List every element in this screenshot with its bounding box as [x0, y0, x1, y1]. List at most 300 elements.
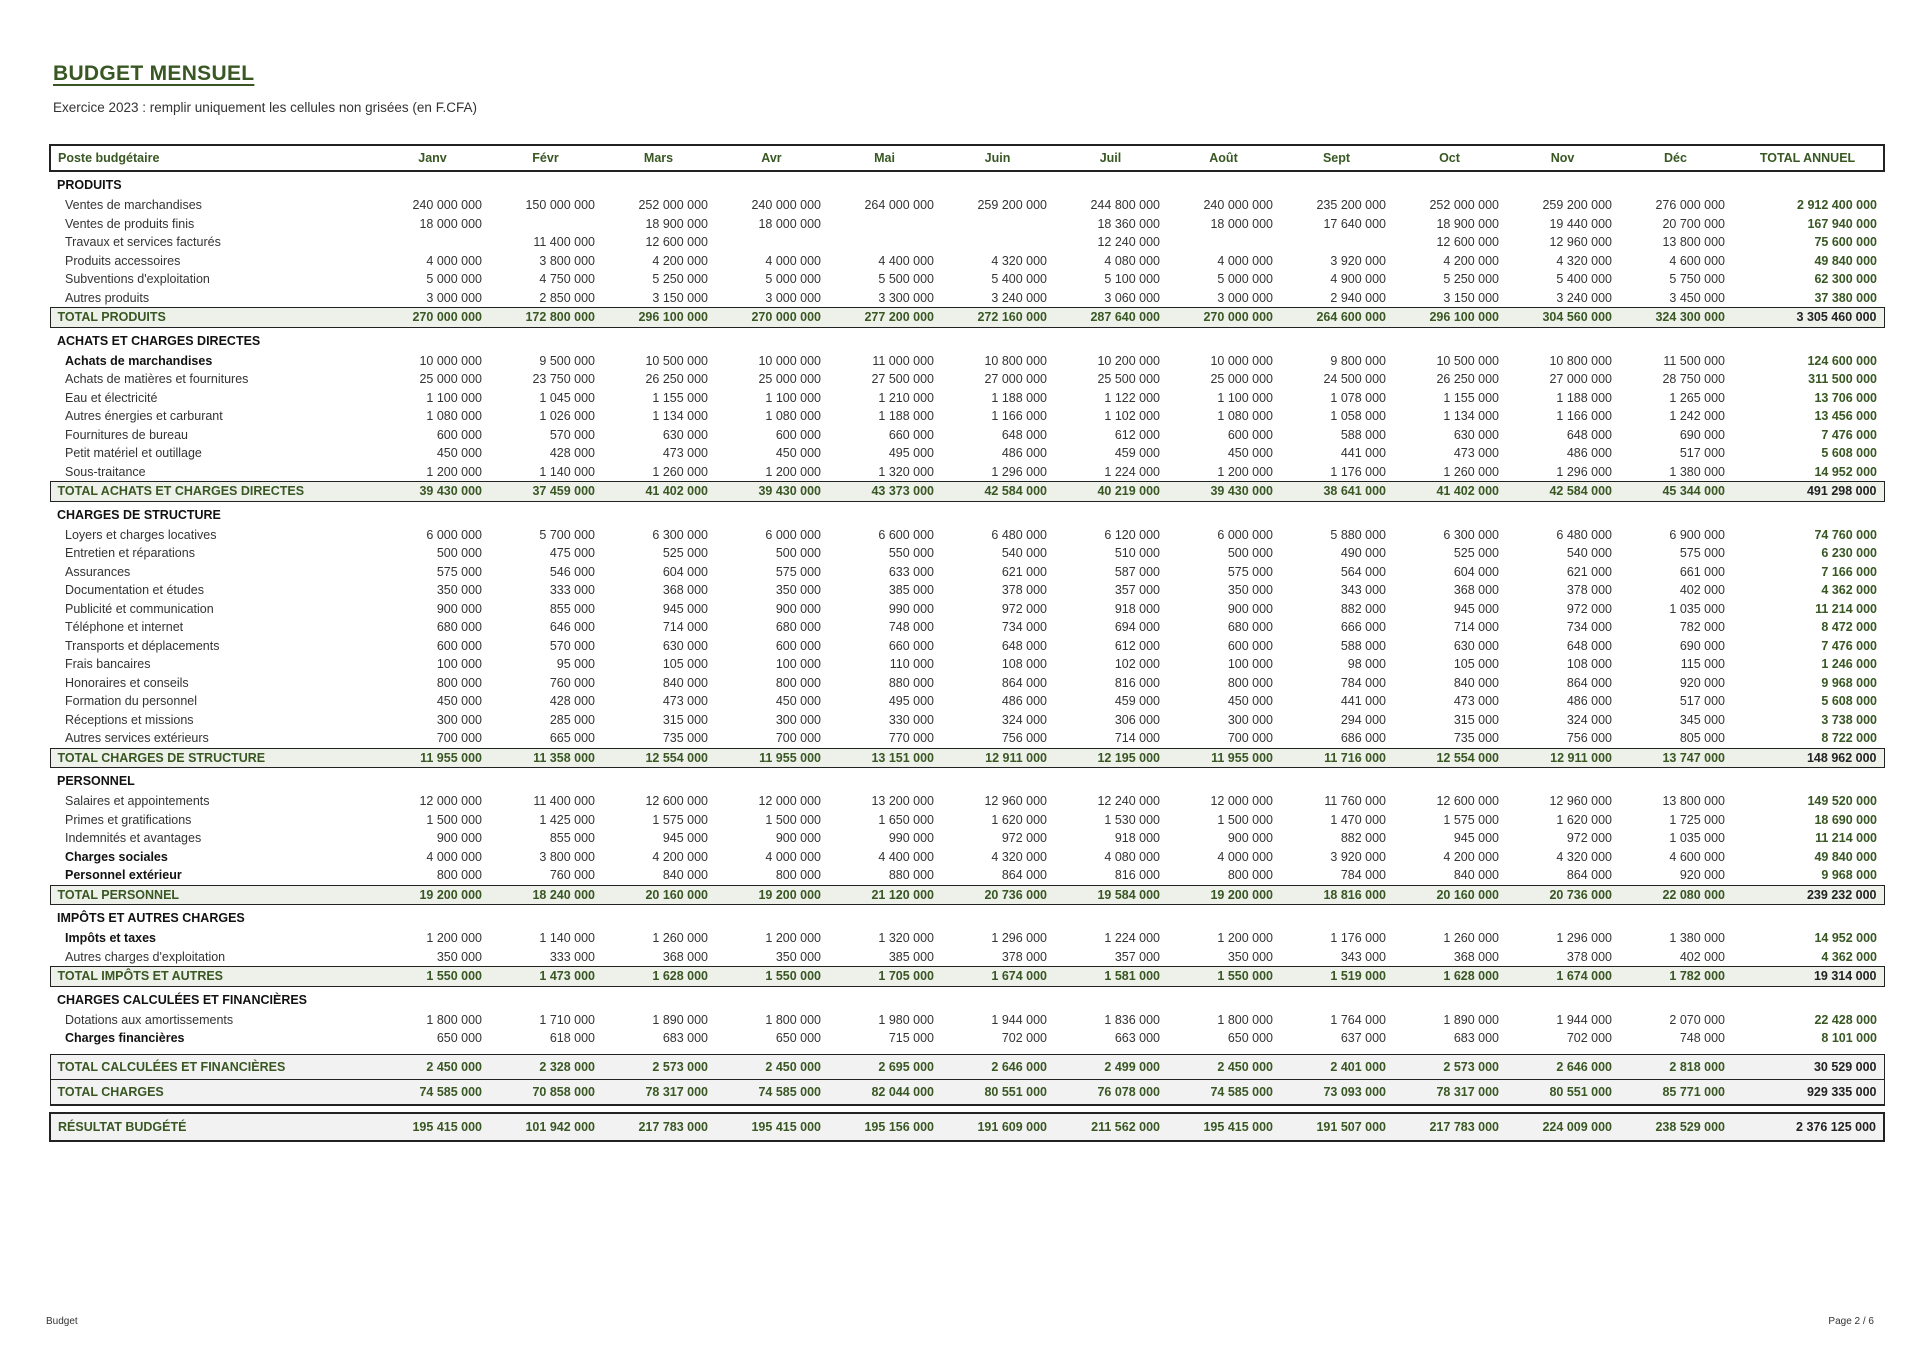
- month-value-cell[interactable]: 28 750 000: [1662, 372, 1725, 387]
- month-value-cell[interactable]: 100 000: [1227, 657, 1273, 672]
- month-value-cell[interactable]: 4 320 000: [991, 849, 1047, 864]
- month-value-cell[interactable]: 450 000: [436, 446, 482, 461]
- month-value-cell[interactable]: 10 000 000: [758, 353, 821, 368]
- month-value-cell[interactable]: 1 122 000: [1104, 390, 1160, 405]
- month-value-cell[interactable]: 630 000: [1453, 427, 1499, 442]
- month-value-cell[interactable]: 1 260 000: [1443, 931, 1499, 946]
- month-value-cell[interactable]: 10 000 000: [1210, 353, 1273, 368]
- month-value-cell[interactable]: 6 300 000: [1443, 527, 1499, 542]
- month-value-cell[interactable]: 540 000: [1566, 546, 1612, 561]
- month-value-cell[interactable]: 18 900 000: [1436, 216, 1499, 231]
- month-value-cell[interactable]: 1 380 000: [1669, 931, 1725, 946]
- month-value-cell[interactable]: 800 000: [775, 868, 821, 883]
- month-value-cell[interactable]: 115 000: [1680, 657, 1725, 672]
- month-value-cell[interactable]: 1 176 000: [1330, 931, 1386, 946]
- month-value-cell[interactable]: 428 000: [549, 446, 595, 461]
- month-value-cell[interactable]: 735 000: [662, 731, 708, 746]
- month-value-cell[interactable]: 259 200 000: [977, 198, 1047, 213]
- month-value-cell[interactable]: 683 000: [662, 1031, 708, 1046]
- month-value-cell[interactable]: 1 260 000: [1443, 464, 1499, 479]
- month-value-cell[interactable]: 618 000: [549, 1031, 595, 1046]
- month-value-cell[interactable]: 108 000: [1001, 657, 1047, 672]
- month-value-cell[interactable]: 1 188 000: [1556, 390, 1612, 405]
- month-value-cell[interactable]: 13 800 000: [1662, 235, 1725, 250]
- month-value-cell[interactable]: 6 300 000: [652, 527, 708, 542]
- month-value-cell[interactable]: 350 000: [1227, 583, 1273, 598]
- month-value-cell[interactable]: 1 500 000: [765, 812, 821, 827]
- month-value-cell[interactable]: 1 764 000: [1330, 1012, 1386, 1027]
- month-value-cell[interactable]: 11 400 000: [533, 235, 595, 250]
- month-value-cell[interactable]: 18 900 000: [645, 216, 708, 231]
- month-value-cell[interactable]: 324 000: [1566, 712, 1612, 727]
- month-value-cell[interactable]: 350 000: [775, 949, 821, 964]
- month-value-cell[interactable]: 315 000: [662, 712, 708, 727]
- month-value-cell[interactable]: 1 080 000: [426, 409, 482, 424]
- month-value-cell[interactable]: 4 000 000: [1217, 253, 1273, 268]
- month-value-cell[interactable]: 1 058 000: [1330, 409, 1386, 424]
- month-value-cell[interactable]: 525 000: [1453, 546, 1499, 561]
- month-value-cell[interactable]: 378 000: [1566, 949, 1612, 964]
- month-value-cell[interactable]: 5 700 000: [539, 527, 595, 542]
- month-value-cell[interactable]: 756 000: [1001, 731, 1047, 746]
- month-value-cell[interactable]: 1 166 000: [1556, 409, 1612, 424]
- month-value-cell[interactable]: 600 000: [436, 427, 482, 442]
- month-value-cell[interactable]: 3 920 000: [1330, 253, 1386, 268]
- month-value-cell[interactable]: 4 600 000: [1669, 849, 1725, 864]
- month-value-cell[interactable]: 648 000: [1001, 427, 1047, 442]
- month-value-cell[interactable]: 5 250 000: [1443, 272, 1499, 287]
- month-value-cell[interactable]: [1280, 233, 1393, 252]
- month-value-cell[interactable]: 486 000: [1001, 446, 1047, 461]
- month-value-cell[interactable]: 1 200 000: [426, 931, 482, 946]
- month-value-cell[interactable]: 630 000: [662, 427, 708, 442]
- month-value-cell[interactable]: 441 000: [1340, 446, 1386, 461]
- month-value-cell[interactable]: 450 000: [1227, 694, 1273, 709]
- month-value-cell[interactable]: 1 890 000: [1443, 1012, 1499, 1027]
- month-value-cell[interactable]: 945 000: [1453, 601, 1499, 616]
- month-value-cell[interactable]: 1 296 000: [991, 931, 1047, 946]
- month-value-cell[interactable]: 510 000: [1114, 546, 1160, 561]
- month-value-cell[interactable]: 12 960 000: [1549, 235, 1612, 250]
- month-value-cell[interactable]: 300 000: [1227, 712, 1273, 727]
- month-value-cell[interactable]: 4 400 000: [878, 253, 934, 268]
- month-value-cell[interactable]: 1 650 000: [878, 812, 934, 827]
- month-value-cell[interactable]: 588 000: [1340, 427, 1386, 442]
- month-value-cell[interactable]: 700 000: [775, 731, 821, 746]
- month-value-cell[interactable]: 900 000: [775, 831, 821, 846]
- month-value-cell[interactable]: 1 140 000: [539, 931, 595, 946]
- month-value-cell[interactable]: 378 000: [1566, 583, 1612, 598]
- month-value-cell[interactable]: 690 000: [1679, 427, 1725, 442]
- month-value-cell[interactable]: [828, 233, 941, 252]
- month-value-cell[interactable]: 5 400 000: [1556, 272, 1612, 287]
- month-value-cell[interactable]: 264 000 000: [864, 198, 934, 213]
- month-value-cell[interactable]: 357 000: [1114, 949, 1160, 964]
- month-value-cell[interactable]: 1 045 000: [539, 390, 595, 405]
- month-value-cell[interactable]: 900 000: [436, 601, 482, 616]
- month-value-cell[interactable]: 5 250 000: [652, 272, 708, 287]
- month-value-cell[interactable]: 333 000: [549, 949, 595, 964]
- month-value-cell[interactable]: 784 000: [1340, 675, 1386, 690]
- month-value-cell[interactable]: 1 035 000: [1669, 601, 1725, 616]
- month-value-cell[interactable]: 345 000: [1679, 712, 1725, 727]
- month-value-cell[interactable]: 1 210 000: [878, 390, 934, 405]
- month-value-cell[interactable]: 702 000: [1001, 1031, 1047, 1046]
- month-value-cell[interactable]: 402 000: [1679, 583, 1725, 598]
- month-value-cell[interactable]: 945 000: [1453, 831, 1499, 846]
- month-value-cell[interactable]: 1 155 000: [1443, 390, 1499, 405]
- month-value-cell[interactable]: 378 000: [1001, 583, 1047, 598]
- month-value-cell[interactable]: 1 296 000: [1556, 464, 1612, 479]
- month-value-cell[interactable]: 428 000: [549, 694, 595, 709]
- month-value-cell[interactable]: 621 000: [1566, 564, 1612, 579]
- month-value-cell[interactable]: 646 000: [549, 620, 595, 635]
- month-value-cell[interactable]: 459 000: [1114, 446, 1160, 461]
- month-value-cell[interactable]: 550 000: [888, 546, 934, 561]
- month-value-cell[interactable]: 1 836 000: [1104, 1012, 1160, 1027]
- month-value-cell[interactable]: 4 000 000: [1217, 849, 1273, 864]
- month-value-cell[interactable]: 882 000: [1340, 831, 1386, 846]
- month-value-cell[interactable]: 784 000: [1340, 868, 1386, 883]
- month-value-cell[interactable]: 972 000: [1001, 601, 1047, 616]
- month-value-cell[interactable]: 621 000: [1001, 564, 1047, 579]
- month-value-cell[interactable]: 3 800 000: [539, 849, 595, 864]
- month-value-cell[interactable]: 18 000 000: [419, 216, 482, 231]
- month-value-cell[interactable]: 650 000: [1227, 1031, 1273, 1046]
- month-value-cell[interactable]: 11 500 000: [1663, 353, 1725, 368]
- month-value-cell[interactable]: 315 000: [1453, 712, 1499, 727]
- month-value-cell[interactable]: 920 000: [1679, 675, 1725, 690]
- month-value-cell[interactable]: 240 000 000: [412, 198, 482, 213]
- month-value-cell[interactable]: 6 900 000: [1669, 527, 1725, 542]
- month-value-cell[interactable]: 486 000: [1566, 694, 1612, 709]
- month-value-cell[interactable]: 150 000 000: [525, 198, 595, 213]
- month-value-cell[interactable]: 4 080 000: [1104, 849, 1160, 864]
- month-value-cell[interactable]: [376, 233, 489, 252]
- month-value-cell[interactable]: 3 150 000: [652, 290, 708, 305]
- month-value-cell[interactable]: 9 800 000: [1330, 353, 1386, 368]
- month-value-cell[interactable]: 1 260 000: [652, 464, 708, 479]
- month-value-cell[interactable]: 686 000: [1340, 731, 1386, 746]
- month-value-cell[interactable]: 102 000: [1114, 657, 1160, 672]
- month-value-cell[interactable]: 900 000: [775, 601, 821, 616]
- month-value-cell[interactable]: 3 300 000: [878, 290, 934, 305]
- month-value-cell[interactable]: 604 000: [1453, 564, 1499, 579]
- month-value-cell[interactable]: 12 240 000: [1097, 235, 1160, 250]
- month-value-cell[interactable]: 25 500 000: [1097, 372, 1160, 387]
- month-value-cell[interactable]: [715, 233, 828, 252]
- month-value-cell[interactable]: 800 000: [1227, 868, 1273, 883]
- month-value-cell[interactable]: 12 000 000: [758, 794, 821, 809]
- month-value-cell[interactable]: 1 800 000: [765, 1012, 821, 1027]
- month-value-cell[interactable]: 680 000: [436, 620, 482, 635]
- month-value-cell[interactable]: 3 240 000: [991, 290, 1047, 305]
- month-value-cell[interactable]: 600 000: [1227, 638, 1273, 653]
- month-value-cell[interactable]: [1167, 233, 1280, 252]
- month-value-cell[interactable]: 1 100 000: [1217, 390, 1273, 405]
- month-value-cell[interactable]: 368 000: [1453, 583, 1499, 598]
- month-value-cell[interactable]: 486 000: [1566, 446, 1612, 461]
- month-value-cell[interactable]: 6 000 000: [765, 527, 821, 542]
- month-value-cell[interactable]: 588 000: [1340, 638, 1386, 653]
- month-value-cell[interactable]: 25 000 000: [1210, 372, 1273, 387]
- month-value-cell[interactable]: 782 000: [1679, 620, 1725, 635]
- month-value-cell[interactable]: 12 000 000: [419, 794, 482, 809]
- month-value-cell[interactable]: 368 000: [1453, 949, 1499, 964]
- month-value-cell[interactable]: 3 060 000: [1104, 290, 1160, 305]
- month-value-cell[interactable]: 333 000: [549, 583, 595, 598]
- month-value-cell[interactable]: 546 000: [549, 564, 595, 579]
- month-value-cell[interactable]: 715 000: [888, 1031, 934, 1046]
- month-value-cell[interactable]: 880 000: [888, 675, 934, 690]
- month-value-cell[interactable]: 4 200 000: [1443, 253, 1499, 268]
- month-value-cell[interactable]: 10 500 000: [1436, 353, 1499, 368]
- month-value-cell[interactable]: 12 000 000: [1210, 794, 1273, 809]
- month-value-cell[interactable]: 5 100 000: [1104, 272, 1160, 287]
- month-value-cell[interactable]: 13 200 000: [871, 794, 934, 809]
- month-value-cell[interactable]: 450 000: [775, 694, 821, 709]
- month-value-cell[interactable]: 683 000: [1453, 1031, 1499, 1046]
- month-value-cell[interactable]: 385 000: [888, 949, 934, 964]
- month-value-cell[interactable]: 12 960 000: [984, 794, 1047, 809]
- month-value-cell[interactable]: 4 200 000: [1443, 849, 1499, 864]
- month-value-cell[interactable]: 840 000: [1453, 675, 1499, 690]
- month-value-cell[interactable]: 3 450 000: [1669, 290, 1725, 305]
- month-value-cell[interactable]: 4 000 000: [765, 849, 821, 864]
- month-value-cell[interactable]: 1 470 000: [1330, 812, 1386, 827]
- month-value-cell[interactable]: 1 380 000: [1669, 464, 1725, 479]
- month-value-cell[interactable]: 13 800 000: [1662, 794, 1725, 809]
- month-value-cell[interactable]: 920 000: [1679, 868, 1725, 883]
- month-value-cell[interactable]: 690 000: [1679, 638, 1725, 653]
- month-value-cell[interactable]: 3 150 000: [1443, 290, 1499, 305]
- month-value-cell[interactable]: 604 000: [662, 564, 708, 579]
- month-value-cell[interactable]: 1 134 000: [652, 409, 708, 424]
- month-value-cell[interactable]: 10 000 000: [419, 353, 482, 368]
- month-value-cell[interactable]: 5 750 000: [1669, 272, 1725, 287]
- month-value-cell[interactable]: 648 000: [1001, 638, 1047, 653]
- month-value-cell[interactable]: 575 000: [1679, 546, 1725, 561]
- month-value-cell[interactable]: 1 800 000: [426, 1012, 482, 1027]
- month-value-cell[interactable]: 918 000: [1114, 831, 1160, 846]
- month-value-cell[interactable]: 540 000: [1001, 546, 1047, 561]
- month-value-cell[interactable]: 770 000: [888, 731, 934, 746]
- month-value-cell[interactable]: 600 000: [775, 638, 821, 653]
- month-value-cell[interactable]: 6 000 000: [426, 527, 482, 542]
- month-value-cell[interactable]: 5 000 000: [426, 272, 482, 287]
- month-value-cell[interactable]: 1 944 000: [991, 1012, 1047, 1027]
- month-value-cell[interactable]: 25 000 000: [419, 372, 482, 387]
- month-value-cell[interactable]: 12 960 000: [1549, 794, 1612, 809]
- month-value-cell[interactable]: 10 200 000: [1097, 353, 1160, 368]
- month-value-cell[interactable]: 294 000: [1340, 712, 1386, 727]
- month-value-cell[interactable]: 240 000 000: [751, 198, 821, 213]
- month-value-cell[interactable]: 6 120 000: [1104, 527, 1160, 542]
- month-value-cell[interactable]: 441 000: [1340, 694, 1386, 709]
- month-value-cell[interactable]: 945 000: [662, 601, 708, 616]
- month-value-cell[interactable]: 665 000: [549, 731, 595, 746]
- month-value-cell[interactable]: 575 000: [1227, 564, 1273, 579]
- month-value-cell[interactable]: 5 880 000: [1330, 527, 1386, 542]
- month-value-cell[interactable]: 800 000: [436, 675, 482, 690]
- month-value-cell[interactable]: 972 000: [1001, 831, 1047, 846]
- month-value-cell[interactable]: 9 500 000: [539, 353, 595, 368]
- month-value-cell[interactable]: 840 000: [662, 868, 708, 883]
- month-value-cell[interactable]: 4 320 000: [1556, 253, 1612, 268]
- month-value-cell[interactable]: 1 500 000: [426, 812, 482, 827]
- month-value-cell[interactable]: 350 000: [1227, 949, 1273, 964]
- month-value-cell[interactable]: 12 600 000: [645, 794, 708, 809]
- month-value-cell[interactable]: 630 000: [1453, 638, 1499, 653]
- month-value-cell[interactable]: 2 940 000: [1330, 290, 1386, 305]
- month-value-cell[interactable]: 650 000: [436, 1031, 482, 1046]
- month-value-cell[interactable]: 816 000: [1114, 675, 1160, 690]
- month-value-cell[interactable]: 500 000: [1227, 546, 1273, 561]
- month-value-cell[interactable]: 600 000: [436, 638, 482, 653]
- month-value-cell[interactable]: 1 078 000: [1330, 390, 1386, 405]
- month-value-cell[interactable]: 760 000: [549, 675, 595, 690]
- month-value-cell[interactable]: 663 000: [1114, 1031, 1160, 1046]
- month-value-cell[interactable]: 18 000 000: [758, 216, 821, 231]
- month-value-cell[interactable]: 661 000: [1679, 564, 1725, 579]
- month-value-cell[interactable]: 11 000 000: [872, 353, 934, 368]
- month-value-cell[interactable]: 800 000: [436, 868, 482, 883]
- month-value-cell[interactable]: 95 000: [556, 657, 595, 672]
- month-value-cell[interactable]: 490 000: [1340, 546, 1386, 561]
- month-value-cell[interactable]: 1 425 000: [539, 812, 595, 827]
- month-value-cell[interactable]: 18 360 000: [1097, 216, 1160, 231]
- month-value-cell[interactable]: 694 000: [1114, 620, 1160, 635]
- month-value-cell[interactable]: 517 000: [1679, 694, 1725, 709]
- month-value-cell[interactable]: 570 000: [549, 427, 595, 442]
- month-value-cell[interactable]: 864 000: [1001, 868, 1047, 883]
- month-value-cell[interactable]: 4 000 000: [765, 253, 821, 268]
- month-value-cell[interactable]: 244 800 000: [1090, 198, 1160, 213]
- month-value-cell[interactable]: 12 240 000: [1097, 794, 1160, 809]
- month-value-cell[interactable]: 350 000: [436, 583, 482, 598]
- month-value-cell[interactable]: 633 000: [888, 564, 934, 579]
- month-value-cell[interactable]: 864 000: [1566, 675, 1612, 690]
- month-value-cell[interactable]: 1 296 000: [1556, 931, 1612, 946]
- month-value-cell[interactable]: 5 000 000: [765, 272, 821, 287]
- month-value-cell[interactable]: 734 000: [1001, 620, 1047, 635]
- month-value-cell[interactable]: 459 000: [1114, 694, 1160, 709]
- month-value-cell[interactable]: 4 000 000: [426, 253, 482, 268]
- month-value-cell[interactable]: [941, 233, 1054, 252]
- month-value-cell[interactable]: [828, 215, 941, 234]
- month-value-cell[interactable]: 1 224 000: [1104, 464, 1160, 479]
- month-value-cell[interactable]: 864 000: [1001, 675, 1047, 690]
- month-value-cell[interactable]: 350 000: [775, 583, 821, 598]
- month-value-cell[interactable]: 630 000: [662, 638, 708, 653]
- month-value-cell[interactable]: 10 800 000: [1549, 353, 1612, 368]
- month-value-cell[interactable]: 1 296 000: [991, 464, 1047, 479]
- month-value-cell[interactable]: 3 000 000: [765, 290, 821, 305]
- month-value-cell[interactable]: 473 000: [1453, 446, 1499, 461]
- month-value-cell[interactable]: 1 710 000: [539, 1012, 595, 1027]
- month-value-cell[interactable]: [941, 215, 1054, 234]
- month-value-cell[interactable]: 486 000: [1001, 694, 1047, 709]
- month-value-cell[interactable]: 25 000 000: [758, 372, 821, 387]
- month-value-cell[interactable]: 259 200 000: [1542, 198, 1612, 213]
- month-value-cell[interactable]: 1 200 000: [1217, 931, 1273, 946]
- month-value-cell[interactable]: 1 140 000: [539, 464, 595, 479]
- month-value-cell[interactable]: 972 000: [1566, 601, 1612, 616]
- month-value-cell[interactable]: 5 400 000: [991, 272, 1047, 287]
- month-value-cell[interactable]: 1 166 000: [991, 409, 1047, 424]
- month-value-cell[interactable]: 1 224 000: [1104, 931, 1160, 946]
- month-value-cell[interactable]: 945 000: [662, 831, 708, 846]
- month-value-cell[interactable]: 600 000: [775, 427, 821, 442]
- month-value-cell[interactable]: 500 000: [775, 546, 821, 561]
- month-value-cell[interactable]: 517 000: [1679, 446, 1725, 461]
- month-value-cell[interactable]: 285 000: [549, 712, 595, 727]
- month-value-cell[interactable]: 19 440 000: [1549, 216, 1612, 231]
- month-value-cell[interactable]: 564 000: [1340, 564, 1386, 579]
- month-value-cell[interactable]: 4 750 000: [539, 272, 595, 287]
- month-value-cell[interactable]: 800 000: [775, 675, 821, 690]
- month-value-cell[interactable]: 1 200 000: [1217, 464, 1273, 479]
- month-value-cell[interactable]: 300 000: [775, 712, 821, 727]
- month-value-cell[interactable]: 324 000: [1001, 712, 1047, 727]
- month-value-cell[interactable]: 24 500 000: [1323, 372, 1386, 387]
- month-value-cell[interactable]: 1 188 000: [991, 390, 1047, 405]
- month-value-cell[interactable]: 570 000: [549, 638, 595, 653]
- month-value-cell[interactable]: 1 890 000: [652, 1012, 708, 1027]
- month-value-cell[interactable]: 17 640 000: [1323, 216, 1386, 231]
- month-value-cell[interactable]: 357 000: [1114, 583, 1160, 598]
- month-value-cell[interactable]: 990 000: [888, 831, 934, 846]
- month-value-cell[interactable]: 756 000: [1566, 731, 1612, 746]
- month-value-cell[interactable]: 1 725 000: [1669, 812, 1725, 827]
- month-value-cell[interactable]: 702 000: [1566, 1031, 1612, 1046]
- month-value-cell[interactable]: 1 102 000: [1104, 409, 1160, 424]
- month-value-cell[interactable]: 11 400 000: [533, 794, 595, 809]
- month-value-cell[interactable]: 26 250 000: [645, 372, 708, 387]
- month-value-cell[interactable]: 990 000: [888, 601, 934, 616]
- month-value-cell[interactable]: 1 035 000: [1669, 831, 1725, 846]
- month-value-cell[interactable]: 880 000: [888, 868, 934, 883]
- month-value-cell[interactable]: 276 000 000: [1655, 198, 1725, 213]
- month-value-cell[interactable]: 816 000: [1114, 868, 1160, 883]
- month-value-cell[interactable]: 1 944 000: [1556, 1012, 1612, 1027]
- month-value-cell[interactable]: 612 000: [1114, 638, 1160, 653]
- month-value-cell[interactable]: 12 600 000: [645, 235, 708, 250]
- month-value-cell[interactable]: 235 200 000: [1316, 198, 1386, 213]
- month-value-cell[interactable]: 100 000: [775, 657, 821, 672]
- month-value-cell[interactable]: 735 000: [1453, 731, 1499, 746]
- month-value-cell[interactable]: 900 000: [1227, 831, 1273, 846]
- month-value-cell[interactable]: 1 260 000: [652, 931, 708, 946]
- month-value-cell[interactable]: 473 000: [662, 694, 708, 709]
- month-value-cell[interactable]: 1 176 000: [1330, 464, 1386, 479]
- month-value-cell[interactable]: 110 000: [889, 657, 934, 672]
- month-value-cell[interactable]: 612 000: [1114, 427, 1160, 442]
- month-value-cell[interactable]: 855 000: [549, 831, 595, 846]
- month-value-cell[interactable]: 6 480 000: [1556, 527, 1612, 542]
- month-value-cell[interactable]: 1 620 000: [1556, 812, 1612, 827]
- month-value-cell[interactable]: 12 600 000: [1436, 794, 1499, 809]
- month-value-cell[interactable]: 3 920 000: [1330, 849, 1386, 864]
- month-value-cell[interactable]: 27 000 000: [984, 372, 1047, 387]
- month-value-cell[interactable]: 2 850 000: [539, 290, 595, 305]
- month-value-cell[interactable]: 680 000: [1227, 620, 1273, 635]
- month-value-cell[interactable]: 4 000 000: [426, 849, 482, 864]
- month-value-cell[interactable]: 18 000 000: [1210, 216, 1273, 231]
- month-value-cell[interactable]: 1 242 000: [1669, 409, 1725, 424]
- month-value-cell[interactable]: 108 000: [1566, 657, 1612, 672]
- month-value-cell[interactable]: 800 000: [1227, 675, 1273, 690]
